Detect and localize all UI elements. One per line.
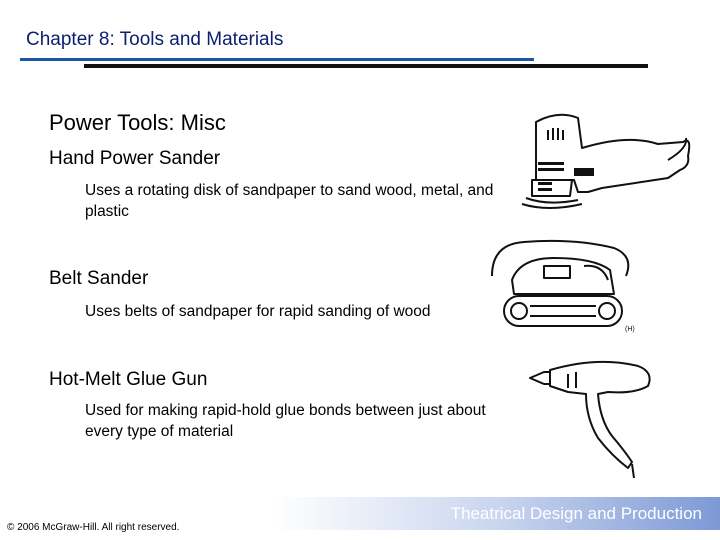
header-divider-black: [84, 64, 648, 68]
svg-text:(H): (H): [625, 326, 635, 333]
glue-gun-icon: [528, 350, 658, 480]
item-description-hand-power-sander: Uses a rotating disk of sandpaper to sand wood, metal, and plastic: [85, 182, 494, 220]
slide-heading: Power Tools: Misc: [49, 110, 226, 135]
item-title-belt-sander: Belt Sander: [49, 268, 149, 289]
hand-power-sander-icon: [508, 108, 708, 216]
footer-title: Theatrical Design and Production: [450, 504, 702, 523]
item-description-glue-gun: Used for making rapid-hold glue bonds between just about every type of material: [85, 402, 486, 440]
copyright-notice: © 2006 McGraw-Hill. All right reserved.: [7, 522, 180, 533]
belt-sander-icon: [484, 236, 639, 336]
item-description-belt-sander: Uses belts of sandpaper for rapid sanding of wood: [85, 303, 431, 320]
item-title-glue-gun: Hot-Melt Glue Gun: [49, 369, 208, 390]
item-title-hand-power-sander: Hand Power Sander: [49, 148, 221, 169]
header-divider-blue: [20, 58, 534, 61]
chapter-title: Chapter 8: Tools and Materials: [26, 29, 284, 50]
